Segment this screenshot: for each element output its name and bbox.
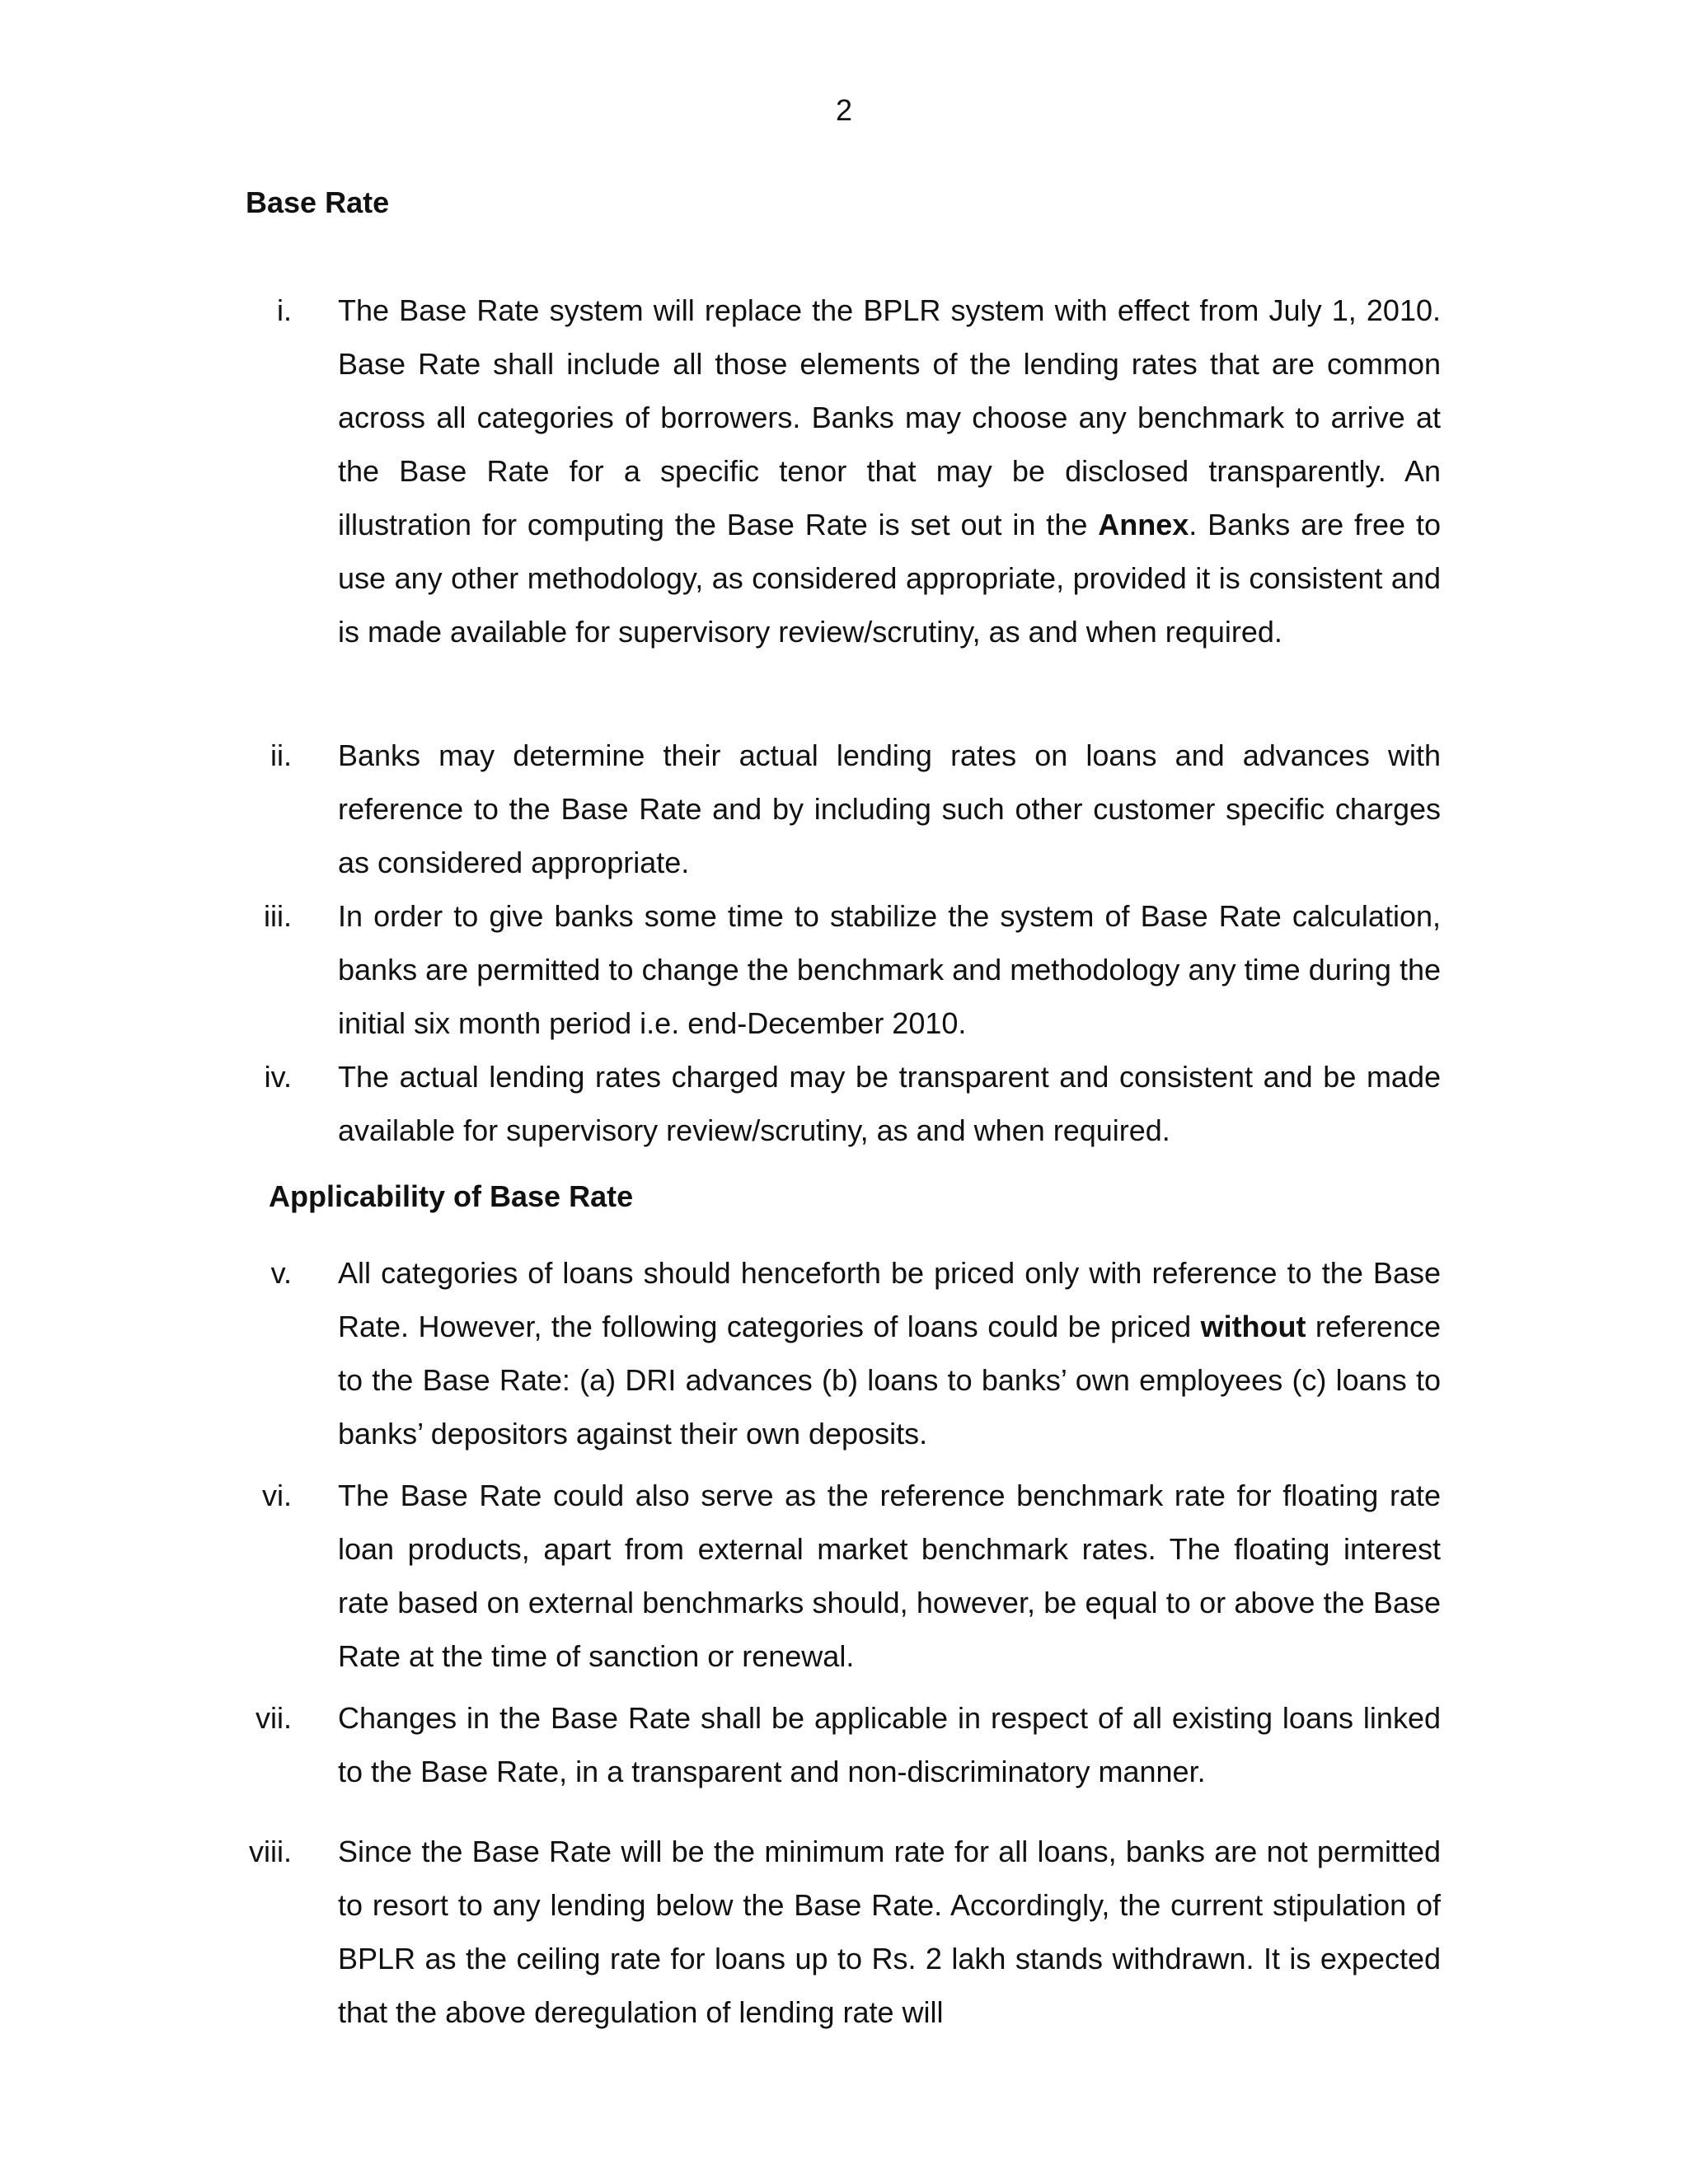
- list-item-number: iii.: [264, 899, 292, 933]
- list-item-text: All categories of loans should henceforth be priced only with reference to the Base Rate. However, the following categories of loans could be priced without reference to the Base Rate: (a) DRI advances (b) loans to banks’ own employees (c) loans to banks’ depositors against their own deposits.: [338, 1256, 1441, 1451]
- subsection-heading-applicability: Applicability of Base Rate: [269, 1179, 634, 1213]
- section-heading-base-rate: Base Rate: [246, 185, 390, 219]
- list-item-number: i.: [277, 293, 292, 327]
- list-item-text: The Base Rate system will replace the BPLR system with effect from July 1, 2010. Base Rate shall include all those elements of the lending rates that are common across all categories of borrowers. Banks may choose any benchmark to arrive at the Base Rate for a specific tenor that may be disclosed transparently. An illustration for computing the Base Rate is set out in the Annex. Banks are free to use any other methodology, as considered appropriate, provided it is consistent and is made available for supervisory review/scrutiny, as and when required.: [338, 293, 1441, 649]
- list-item-number: ii.: [270, 738, 292, 772]
- list-item-number: iv.: [264, 1060, 292, 1094]
- list-item-text: In order to give banks some time to stabilize the system of Base Rate calculation, banks are permitted to change the benchmark and methodology any time during the initial six month period i.e. end-December 2010.: [338, 899, 1441, 1040]
- list-item-number: vii.: [256, 1701, 292, 1735]
- list-item-text: Since the Base Rate will be the minimum rate for all loans, banks are not permitted to resort to any lending below the Base Rate. Accordingly, the current stipulation of BPLR as the ceiling rate for loans up to Rs. 2 lakh stands withdrawn. It is expected that the above deregulation of lending rate will: [338, 1835, 1441, 2029]
- list-item-text: Banks may determine their actual lending rates on loans and advances with reference to the Base Rate and by including such other customer specific charges as considered appropriate.: [338, 738, 1441, 879]
- list-item-text: The Base Rate could also serve as the reference benchmark rate for floating rate loan products, apart from external market benchmark rates. The floating interest rate based on external benchmarks should, however, be equal to or above the Base Rate at the time of sanction or renewal.: [338, 1479, 1441, 1673]
- list-item-number: viii.: [249, 1835, 292, 1868]
- annex-reference: Annex: [1098, 508, 1189, 541]
- page-number: 2: [835, 93, 853, 127]
- list-item-number: v.: [270, 1256, 292, 1290]
- list-item-text: Changes in the Base Rate shall be applicable in respect of all existing loans linked to the Base Rate, in a transparent and non-discriminatory manner.: [338, 1701, 1441, 1788]
- emphasis-without: without: [1200, 1310, 1306, 1343]
- list-item-text: The actual lending rates charged may be transparent and consistent and be made available for supervisory review/scrutiny, as and when required.: [338, 1060, 1441, 1147]
- list-item-number: vi.: [262, 1479, 292, 1512]
